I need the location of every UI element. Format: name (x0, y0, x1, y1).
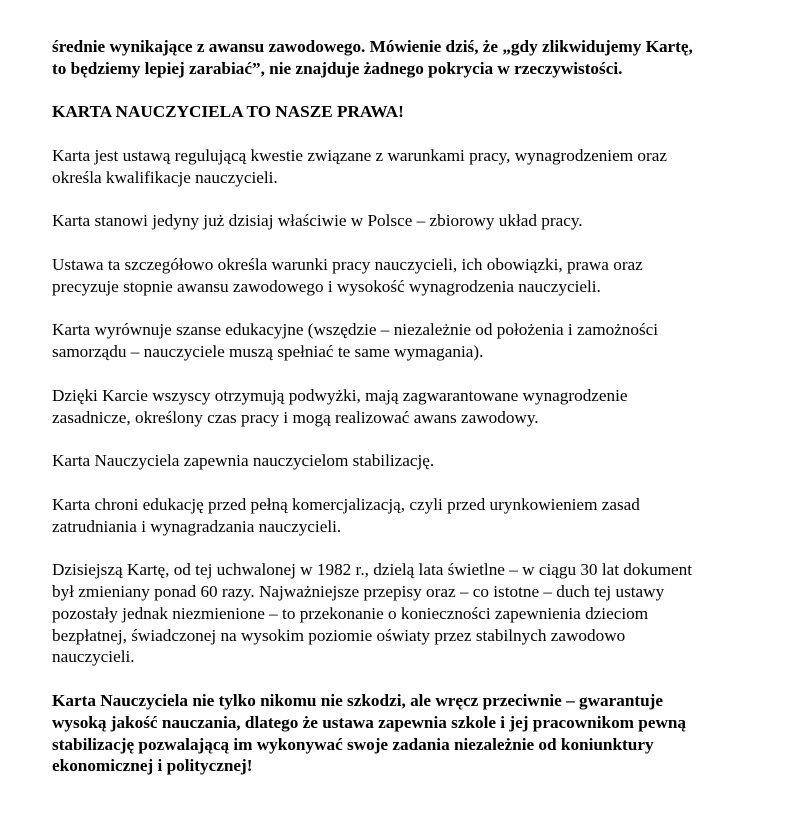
paragraph-1: Karta jest ustawą regulującą kwestie związane z warunkami pracy, wynagrodzeniem oraz określa kwalifikacje nauczycieli. (52, 145, 667, 187)
document-page (52, 36, 787, 799)
paragraph-7: Karta chroni edukację przed pełną komercjalizacją, czyli przed urynkowieniem zasad zatrudniania i wynagradzania nauczycieli. (52, 494, 640, 536)
paragraph-4: Karta wyrównuje szanse edukacyjne (wszędzie – niezależnie od położenia i zamożności samorządu – nauczyciele muszą spełniać te same wymagania). (52, 320, 659, 362)
intro-paragraph: średnie wynikające z awansu zawodowego. Mówienie dziś, że „gdy zlikwidujemy Kartę, to będziemy lepiej zarabiać”, nie znajduje żadnego pokrycia w rzeczywistości. (52, 37, 693, 78)
paragraph-5: Dzięki Karcie wszyscy otrzymują podwyżki, mają zagwarantowane wynagrodzenie zasadnicze, określony czas pracy i mogą realizować awans zawodowy. (52, 385, 628, 427)
paragraph-3: Ustawa ta szczegółowo określa warunki pracy nauczycieli, ich obowiązki, prawa oraz precyzuje stopnie awansu zawodowego i wysokość wynagrodzenia nauczycieli. (52, 254, 643, 296)
paragraph-2: Karta stanowi jedyny już dzisiaj właściwie w Polsce – zbiorowy układ pracy. (52, 211, 583, 231)
section-heading: KARTA NAUCZYCIELA TO NASZE PRAWA! (52, 102, 404, 122)
paragraph-8: Dzisiejszą Kartę, od tej uchwalonej w 1982 r., dzielą lata świetlne – w ciągu 30 lat dokument był zmieniany ponad 60 razy. Najważniejsze przepisy oraz – co istotne – duch tej ustawy pozostały jednak niezmienione – to przekonanie o konieczności zapewnienia dzieciom bezpłatnej, świadczonej na wysokim poziomie oświaty przez stabilnych zawodowo nauczycieli. (52, 560, 693, 667)
closing-paragraph: Karta Nauczyciela nie tylko nikomu nie szkodzi, ale wręcz przeciwnie – gwarantuje wysoką jakość nauczania, dlatego że ustawa zapewnia szkole i jej pracownikom pewną stabilizację pozwalającą im wykonywać swoje zadania niezależnie od koniunktury ekonomicznej i politycznej! (52, 690, 687, 776)
paragraph-6: Karta Nauczyciela zapewnia nauczycielom stabilizację. (52, 451, 435, 471)
